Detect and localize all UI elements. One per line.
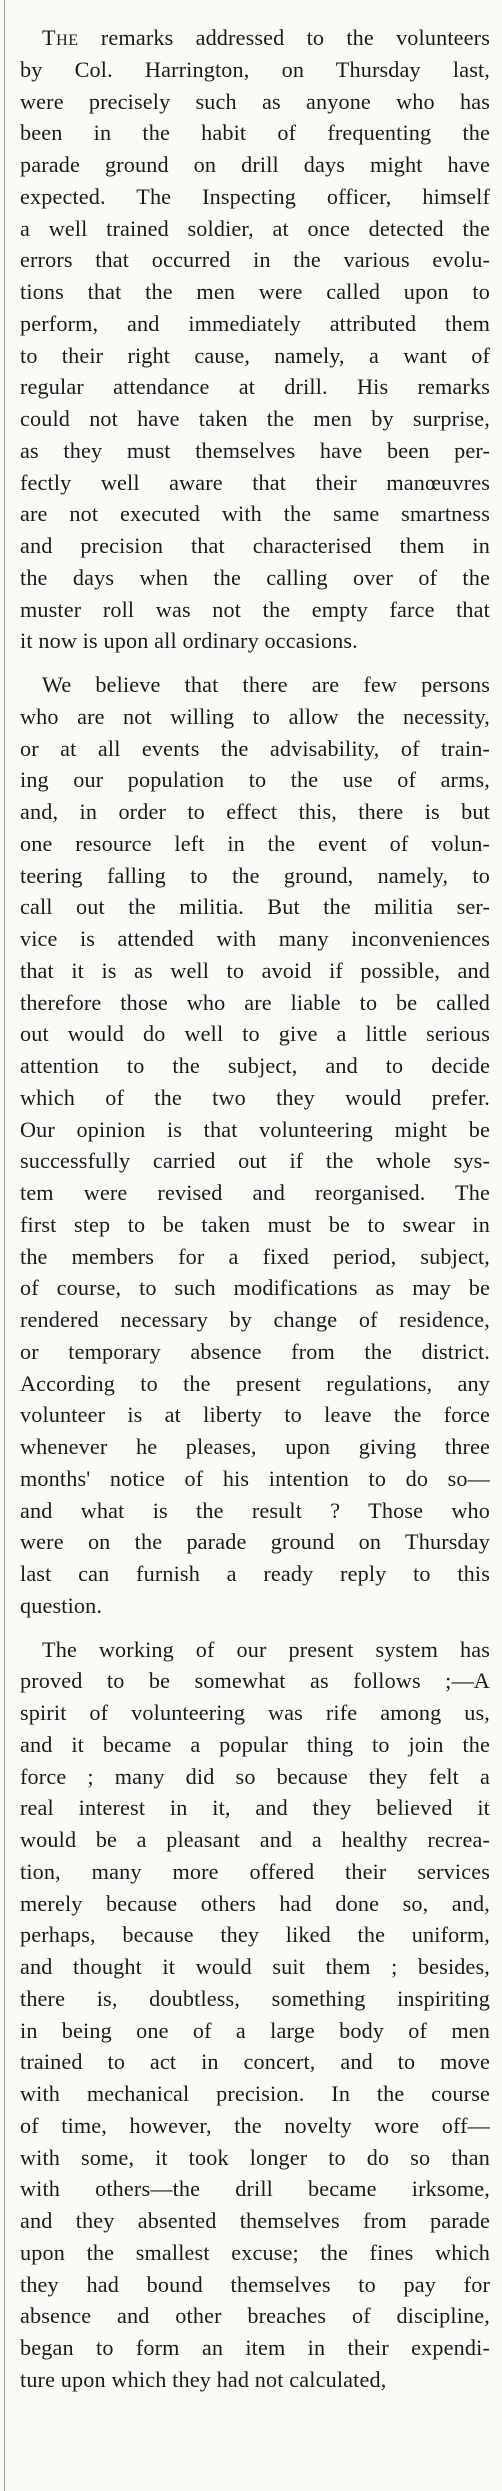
article-line: tion, many more offered their services: [20, 1858, 490, 1884]
column-rule: [4, 0, 5, 2491]
article-line: been in the habit of frequenting the: [20, 120, 490, 146]
article-line: the members for a fixed period, subject,: [20, 1243, 490, 1269]
article-line: were precisely such as anyone who has: [20, 88, 490, 114]
article-line: a well trained soldier, at once detected the: [20, 215, 490, 241]
article-line: with mechanical precision. In the course: [20, 2081, 490, 2106]
article-line: The working of our present system has: [42, 1636, 490, 1662]
article-line: perform, and immediately attributed them: [20, 310, 490, 336]
article-line: first step to be taken must be to swear in: [20, 1211, 490, 1237]
article-line: ture upon which they had not calculated,: [20, 2366, 387, 2392]
article-line: there is, doubtless, something inspiriting: [20, 1985, 490, 2011]
article-line: perhaps, because they liked the uniform,: [20, 1922, 490, 1948]
article-line: volunteer is at liberty to leave the force: [20, 1402, 490, 1428]
article-line: therefore those who are liable to be called: [20, 989, 490, 1015]
article-line: call out the militia. But the militia ser-: [20, 894, 490, 920]
article-line: question.: [20, 1592, 103, 1618]
article-line: tions that the men were called upon to: [20, 279, 490, 304]
article-line: it now is upon all ordinary occasions.: [20, 628, 358, 654]
article-line: and precision that characterised them in: [20, 533, 490, 558]
article-line: and, in order to effect this, there is but: [20, 799, 490, 824]
paragraph-gap: [20, 657, 490, 669]
article-line: one resource left in the event of volun-: [20, 830, 490, 856]
opening-word: The: [42, 25, 79, 50]
article-line: The remarks addressed to the volunteers: [42, 25, 490, 50]
article-line: last can furnish a ready reply to this: [20, 1561, 490, 1586]
article-line: absence and other breaches of discipline,: [20, 2303, 490, 2329]
article-line: expected. The Inspecting officer, himself: [20, 183, 490, 209]
article-line: began to form an item in their expendi-: [20, 2335, 490, 2360]
article-line: out would do well to give a little serious: [20, 1021, 490, 1047]
article-line: or temporary absence from the district.: [20, 1338, 490, 1364]
article-line: the days when the calling over of the: [20, 564, 490, 590]
article-line: and they absented themselves from parade: [20, 2208, 490, 2233]
article-line: in being one of a large body of men: [20, 2017, 490, 2043]
article-line: whenever he pleases, upon giving three: [20, 1434, 490, 1459]
article-line: to their right cause, namely, a want of: [20, 342, 490, 368]
paragraph: [20, 669, 490, 1622]
article-line: who are not willing to allow the necessity,: [20, 703, 490, 729]
article-line: muster roll was not the empty farce that: [20, 596, 490, 622]
article-line: were on the parade ground on Thursday: [20, 1529, 490, 1555]
article-line: Our opinion is that volunteering might be: [20, 1116, 490, 1142]
article-line: and it became a popular thing to join the: [20, 1731, 490, 1757]
article-line: they had bound themselves to pay for: [20, 2271, 490, 2297]
article-line: attention to the subject, and to decide: [20, 1053, 490, 1078]
article-line: could not have taken the men by surprise,: [20, 406, 490, 431]
article-line: force ; many did so because they felt a: [20, 1763, 490, 1789]
article-line: which of the two they would prefer.: [20, 1084, 490, 1110]
article-line: are not executed with the same smartness: [20, 501, 490, 527]
article-line: trained to act in concert, and to move: [20, 2049, 490, 2075]
article-line: with others—the drill became irksome,: [20, 2176, 490, 2202]
article-column: [20, 22, 490, 2396]
article-line: successfully carried out if the whole sys-: [20, 1148, 490, 1174]
article-line: of course, to such modifications as may be: [20, 1275, 490, 1301]
article-line: tem were revised and reorganised. The: [20, 1180, 490, 1205]
article-line: would be a pleasant and a healthy recrea-: [20, 1827, 490, 1852]
article-line: and what is the result ? Those who: [20, 1497, 490, 1523]
article-line: errors that occurred in the various evolu-: [20, 247, 490, 273]
article-line: with some, it took longer to do so than: [20, 2144, 490, 2170]
article-line: merely because others had done so, and,: [20, 1890, 490, 1916]
article-line: by Col. Harrington, on Thursday last,: [20, 56, 490, 82]
article-line: fectly well aware that their manœuvres: [20, 469, 490, 495]
article-line: ing our population to the use of arms,: [20, 767, 490, 793]
article-line: parade ground on drill days might have: [20, 152, 490, 177]
article-line: According to the present regulations, any: [20, 1370, 490, 1396]
article-line: real interest in it, and they believed it: [20, 1795, 490, 1821]
article-line: of time, however, the novelty wore off—: [20, 2112, 490, 2138]
article-line: or at all events the advisability, of train-: [20, 735, 490, 761]
article-line: We believe that there are few persons: [42, 672, 490, 697]
article-line: proved to be somewhat as follows ;—A: [20, 1668, 490, 1694]
article-line: and thought it would suit them ; besides,: [20, 1954, 490, 1979]
article-line: vice is attended with many inconveniences: [20, 926, 490, 951]
article-line: as they must themselves have been per-: [20, 437, 490, 463]
paragraph: [20, 1634, 490, 2396]
article-line: that it is as well to avoid if possible, and: [20, 957, 490, 983]
article-line: months' notice of his intention to do so—: [20, 1465, 490, 1491]
article-line: upon the smallest excuse; the fines which: [20, 2239, 490, 2265]
article-line: rendered necessary by change of residence,: [20, 1307, 490, 1332]
article-line: spirit of volunteering was rife among us,: [20, 1700, 490, 1725]
article-line: teering falling to the ground, namely, to: [20, 862, 490, 888]
paragraph-gap: [20, 1622, 490, 1634]
paragraph: [20, 22, 490, 657]
article-line: regular attendance at drill. His remarks: [20, 374, 490, 400]
